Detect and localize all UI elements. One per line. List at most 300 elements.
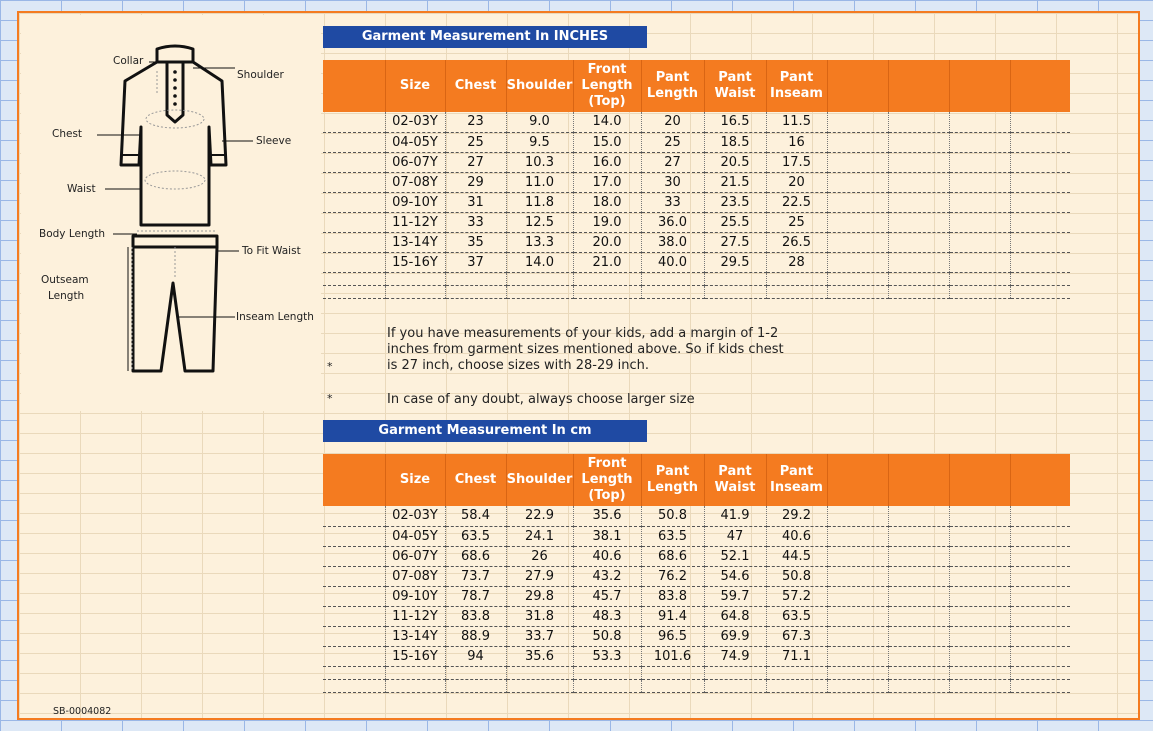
measurement-cell: 11.0: [506, 172, 573, 192]
table-cell-blank: [506, 666, 573, 679]
measurement-cell: 33.7: [506, 626, 573, 646]
table-row: [323, 606, 1070, 626]
size-cell: 13-14Y: [385, 232, 445, 252]
measurement-cell: 27: [445, 152, 506, 172]
measurement-cell: 33: [641, 192, 704, 212]
table-cell-blank: [641, 285, 704, 298]
table-header-row: [323, 60, 1070, 112]
measurement-cell: 74.9: [704, 646, 766, 666]
table-cell-blank: [323, 212, 385, 232]
measurement-cell: 38.0: [641, 232, 704, 252]
measurement-cell: 23: [445, 112, 506, 132]
table-cell-blank: [704, 272, 766, 285]
measurement-cell: 101.6: [641, 646, 704, 666]
table-cell-blank: [949, 192, 1010, 212]
measurement-cell: 50.8: [641, 506, 704, 526]
table-cell-blank: [827, 526, 888, 546]
table-cell-blank: [704, 285, 766, 298]
table-cell-blank: [888, 132, 949, 152]
header-chest: Chest: [445, 454, 506, 506]
measurement-cell: 20: [766, 172, 827, 192]
measurement-cell: 35.6: [506, 646, 573, 666]
measurement-cell: 14.0: [506, 252, 573, 272]
table-cell-blank: [949, 626, 1010, 646]
header-blank: [323, 454, 385, 506]
measurement-cell: 10.3: [506, 152, 573, 172]
header-size: Size: [385, 454, 445, 506]
table-cell-blank: [385, 666, 445, 679]
table-cell-blank: [888, 192, 949, 212]
product-sku: SB-0004082: [53, 706, 112, 717]
table-cell-blank: [827, 112, 888, 132]
table-cell-blank: [641, 666, 704, 679]
measurement-cell: 29: [445, 172, 506, 192]
table-cell-blank: [827, 606, 888, 626]
table-cell-blank: [949, 172, 1010, 192]
table-cell-blank: [323, 566, 385, 586]
table-cell-blank: [766, 272, 827, 285]
measurement-cell: 63.5: [641, 526, 704, 546]
measurement-cell: 15.0: [573, 132, 641, 152]
table-cell-blank: [766, 679, 827, 692]
measurement-cell: 12.5: [506, 212, 573, 232]
table-cell-blank: [949, 132, 1010, 152]
table-cell-blank: [827, 586, 888, 606]
diagram-label-waist: Waist: [67, 183, 96, 195]
measurement-cell: 48.3: [573, 606, 641, 626]
header-pant-length: Pant Length: [641, 454, 704, 506]
table-cell-blank: [949, 112, 1010, 132]
cm-section-title: Garment Measurement In cm: [323, 420, 647, 442]
measurement-cell: 76.2: [641, 566, 704, 586]
table-cell-blank: [385, 272, 445, 285]
measurement-cell: 31.8: [506, 606, 573, 626]
table-row: [323, 232, 1070, 252]
measurement-cell: 20: [641, 112, 704, 132]
table-cell-blank: [949, 646, 1010, 666]
table-cell-blank: [827, 212, 888, 232]
measurement-cell: 21.5: [704, 172, 766, 192]
table-row: [323, 172, 1070, 192]
note-bullet: *: [327, 360, 333, 373]
size-cell: 07-08Y: [385, 566, 445, 586]
header-blank: [827, 454, 888, 506]
table-cell-blank: [766, 285, 827, 298]
table-row: [323, 546, 1070, 566]
table-cell-blank: [506, 679, 573, 692]
table-cell-blank: [506, 272, 573, 285]
table-cell-blank: [949, 212, 1010, 232]
measurement-cell: 9.0: [506, 112, 573, 132]
table-cell-blank: [323, 626, 385, 646]
note-bullet: *: [327, 392, 333, 405]
table-cell-blank: [323, 679, 385, 692]
header-pant-length: Pant Length: [641, 60, 704, 112]
table-row: [323, 112, 1070, 132]
table-row: [323, 626, 1070, 646]
header-blank: [1010, 60, 1070, 112]
sizing-note-line: inches from garment sizes mentioned above. So if kids chest: [387, 342, 784, 357]
measurement-cell: 53.3: [573, 646, 641, 666]
measurement-cell: 35: [445, 232, 506, 252]
table-cell-blank: [949, 506, 1010, 526]
diagram-label-collar: Collar: [113, 55, 144, 67]
table-cell-blank: [827, 272, 888, 285]
measurement-cell: 16: [766, 132, 827, 152]
measurement-cell: 59.7: [704, 586, 766, 606]
table-row: [323, 192, 1070, 212]
table-cell-blank: [888, 679, 949, 692]
table-cell-blank: [888, 252, 949, 272]
cm-size-table: [323, 454, 1070, 693]
table-cell-blank: [704, 679, 766, 692]
table-cell-blank: [827, 666, 888, 679]
header-pant-inseam: Pant Inseam: [766, 454, 827, 506]
table-cell-blank: [573, 272, 641, 285]
table-cell-blank: [323, 192, 385, 212]
measurement-cell: 38.1: [573, 526, 641, 546]
table-cell-blank: [827, 626, 888, 646]
table-row: [323, 586, 1070, 606]
measurement-cell: 91.4: [641, 606, 704, 626]
measurement-cell: 14.0: [573, 112, 641, 132]
measurement-cell: 27.9: [506, 566, 573, 586]
table-cell-blank: [385, 285, 445, 298]
measurement-cell: 41.9: [704, 506, 766, 526]
measurement-cell: 37: [445, 252, 506, 272]
measurement-cell: 25.5: [704, 212, 766, 232]
table-cell-blank: [888, 626, 949, 646]
measurement-cell: 83.8: [445, 606, 506, 626]
table-cell-blank: [573, 666, 641, 679]
measurement-cell: 71.1: [766, 646, 827, 666]
table-cell-blank: [827, 172, 888, 192]
table-cell-blank: [1010, 646, 1070, 666]
measurement-cell: 52.1: [704, 546, 766, 566]
size-cell: 02-03Y: [385, 506, 445, 526]
table-cell-blank: [1010, 679, 1070, 692]
table-row: [323, 152, 1070, 172]
table-cell-blank: [573, 285, 641, 298]
measurement-cell: 63.5: [766, 606, 827, 626]
inches-size-table: [323, 60, 1070, 299]
table-row-empty: [323, 285, 1070, 298]
header-pant-waist: Pant Waist: [704, 60, 766, 112]
diagram-label-to-fit-waist: To Fit Waist: [242, 245, 301, 257]
table-cell-blank: [445, 272, 506, 285]
table-cell-blank: [704, 666, 766, 679]
table-cell-blank: [323, 586, 385, 606]
measurement-cell: 18.0: [573, 192, 641, 212]
table-cell-blank: [827, 132, 888, 152]
header-blank: [323, 60, 385, 112]
measurement-cell: 68.6: [641, 546, 704, 566]
table-row-empty: [323, 666, 1070, 679]
header-shoulder: Shoulder: [506, 454, 573, 506]
size-cell: 15-16Y: [385, 252, 445, 272]
sizing-note-line: is 27 inch, choose sizes with 28-29 inch.: [387, 358, 649, 373]
table-cell-blank: [888, 272, 949, 285]
table-cell-blank: [827, 252, 888, 272]
header-chest: Chest: [445, 60, 506, 112]
header-front-length: Front Length (Top): [573, 60, 641, 112]
measurement-cell: 40.6: [573, 546, 641, 566]
measurement-cell: 50.8: [766, 566, 827, 586]
header-blank: [1010, 454, 1070, 506]
measurement-cell: 26: [506, 546, 573, 566]
table-cell-blank: [1010, 152, 1070, 172]
table-cell-blank: [1010, 112, 1070, 132]
table-cell-blank: [888, 526, 949, 546]
table-cell-blank: [323, 152, 385, 172]
measurement-cell: 18.5: [704, 132, 766, 152]
measurement-cell: 25: [445, 132, 506, 152]
larger-size-note: In case of any doubt, always choose larger size: [387, 392, 695, 407]
table-cell-blank: [323, 546, 385, 566]
table-cell-blank: [323, 285, 385, 298]
header-front-length: Front Length (Top): [573, 454, 641, 506]
measurement-cell: 57.2: [766, 586, 827, 606]
table-cell-blank: [888, 566, 949, 586]
measurement-cell: 25: [766, 212, 827, 232]
table-row: [323, 506, 1070, 526]
measurement-cell: 24.1: [506, 526, 573, 546]
garment-diagram: [21, 15, 321, 411]
table-cell-blank: [1010, 606, 1070, 626]
size-cell: 15-16Y: [385, 646, 445, 666]
measurement-cell: 19.0: [573, 212, 641, 232]
measurement-cell: 33: [445, 212, 506, 232]
measurement-cell: 26.5: [766, 232, 827, 252]
table-cell-blank: [888, 285, 949, 298]
table-cell-blank: [445, 285, 506, 298]
table-row: [323, 132, 1070, 152]
table-cell-blank: [641, 272, 704, 285]
table-cell-blank: [949, 285, 1010, 298]
table-cell-blank: [949, 546, 1010, 566]
header-pant-waist: Pant Waist: [704, 454, 766, 506]
table-cell-blank: [827, 285, 888, 298]
measurement-cell: 88.9: [445, 626, 506, 646]
header-blank: [949, 454, 1010, 506]
measurement-cell: 69.9: [704, 626, 766, 646]
header-size: Size: [385, 60, 445, 112]
header-blank: [827, 60, 888, 112]
table-cell-blank: [949, 152, 1010, 172]
diagram-label-sleeve: Sleeve: [256, 135, 292, 147]
table-cell-blank: [888, 546, 949, 566]
measurement-cell: 11.5: [766, 112, 827, 132]
measurement-cell: 63.5: [445, 526, 506, 546]
table-cell-blank: [573, 679, 641, 692]
table-cell-blank: [1010, 132, 1070, 152]
measurement-cell: 29.8: [506, 586, 573, 606]
measurement-cell: 29.2: [766, 506, 827, 526]
table-row: [323, 646, 1070, 666]
measurement-cell: 78.7: [445, 586, 506, 606]
diagram-label-outseam: Outseam: [41, 274, 89, 286]
size-cell: 13-14Y: [385, 626, 445, 646]
measurement-cell: 11.8: [506, 192, 573, 212]
measurement-cell: 17.5: [766, 152, 827, 172]
table-cell-blank: [323, 506, 385, 526]
measurement-cell: 27.5: [704, 232, 766, 252]
table-cell-blank: [888, 606, 949, 626]
table-cell-blank: [323, 232, 385, 252]
table-cell-blank: [323, 526, 385, 546]
table-row: [323, 212, 1070, 232]
table-row-empty: [323, 679, 1070, 692]
size-cell: 04-05Y: [385, 132, 445, 152]
table-cell-blank: [323, 112, 385, 132]
table-cell-blank: [1010, 212, 1070, 232]
measurement-cell: 22.9: [506, 506, 573, 526]
table-cell-blank: [1010, 586, 1070, 606]
table-cell-blank: [385, 679, 445, 692]
measurement-cell: 96.5: [641, 626, 704, 646]
table-cell-blank: [888, 506, 949, 526]
measurement-cell: 25: [641, 132, 704, 152]
table-row-empty: [323, 272, 1070, 285]
measurement-cell: 30: [641, 172, 704, 192]
table-cell-blank: [949, 232, 1010, 252]
table-cell-blank: [1010, 272, 1070, 285]
measurement-cell: 45.7: [573, 586, 641, 606]
measurement-cell: 20.5: [704, 152, 766, 172]
diagram-label-outseam-length: Length: [48, 290, 85, 302]
header-blank: [888, 60, 949, 112]
table-row: [323, 526, 1070, 546]
table-row: [323, 252, 1070, 272]
diagram-label-shoulder: Shoulder: [237, 69, 284, 81]
table-cell-blank: [766, 666, 827, 679]
table-cell-blank: [1010, 666, 1070, 679]
table-cell-blank: [949, 666, 1010, 679]
measurement-cell: 17.0: [573, 172, 641, 192]
table-cell-blank: [1010, 626, 1070, 646]
measurement-cell: 35.6: [573, 506, 641, 526]
measurement-cell: 13.3: [506, 232, 573, 252]
inches-section-title: Garment Measurement In INCHES: [323, 26, 647, 48]
table-cell-blank: [949, 679, 1010, 692]
header-shoulder: Shoulder: [506, 60, 573, 112]
size-cell: 06-07Y: [385, 546, 445, 566]
table-cell-blank: [827, 546, 888, 566]
size-cell: 07-08Y: [385, 172, 445, 192]
measurement-cell: 22.5: [766, 192, 827, 212]
diagram-label-chest: Chest: [52, 128, 83, 140]
table-cell-blank: [323, 666, 385, 679]
table-cell-blank: [1010, 285, 1070, 298]
measurement-cell: 20.0: [573, 232, 641, 252]
table-cell-blank: [1010, 232, 1070, 252]
sizing-note-line: If you have measurements of your kids, add a margin of 1-2: [387, 326, 779, 341]
table-cell-blank: [323, 132, 385, 152]
table-cell-blank: [323, 606, 385, 626]
measurement-cell: 94: [445, 646, 506, 666]
measurement-cell: 31: [445, 192, 506, 212]
table-cell-blank: [827, 192, 888, 212]
size-cell: 09-10Y: [385, 192, 445, 212]
table-cell-blank: [827, 506, 888, 526]
measurement-cell: 23.5: [704, 192, 766, 212]
table-cell-blank: [445, 679, 506, 692]
table-cell-blank: [888, 586, 949, 606]
size-cell: 11-12Y: [385, 606, 445, 626]
table-cell-blank: [1010, 252, 1070, 272]
size-cell: 02-03Y: [385, 112, 445, 132]
measurement-cell: 29.5: [704, 252, 766, 272]
table-cell-blank: [1010, 546, 1070, 566]
measurement-cell: 73.7: [445, 566, 506, 586]
measurement-cell: 16.0: [573, 152, 641, 172]
size-chart-sheet: [17, 11, 1140, 720]
measurement-cell: 47: [704, 526, 766, 546]
size-cell: 09-10Y: [385, 586, 445, 606]
measurement-cell: 21.0: [573, 252, 641, 272]
table-cell-blank: [949, 526, 1010, 546]
table-cell-blank: [323, 252, 385, 272]
measurement-cell: 54.6: [704, 566, 766, 586]
table-cell-blank: [949, 566, 1010, 586]
table-cell-blank: [323, 172, 385, 192]
table-cell-blank: [1010, 172, 1070, 192]
table-cell-blank: [888, 112, 949, 132]
size-cell: 06-07Y: [385, 152, 445, 172]
measurement-cell: 43.2: [573, 566, 641, 586]
table-cell-blank: [949, 272, 1010, 285]
table-cell-blank: [827, 679, 888, 692]
sizing-note: [387, 326, 784, 374]
table-cell-blank: [1010, 506, 1070, 526]
table-header-row: [323, 454, 1070, 506]
table-cell-blank: [888, 232, 949, 252]
table-cell-blank: [1010, 192, 1070, 212]
table-cell-blank: [888, 172, 949, 192]
header-blank: [888, 454, 949, 506]
measurement-cell: 36.0: [641, 212, 704, 232]
measurement-cell: 68.6: [445, 546, 506, 566]
diagram-label-inseam-length: Inseam Length: [236, 311, 314, 323]
table-cell-blank: [888, 212, 949, 232]
table-cell-blank: [1010, 526, 1070, 546]
measurement-cell: 44.5: [766, 546, 827, 566]
measurement-cell: 9.5: [506, 132, 573, 152]
header-pant-inseam: Pant Inseam: [766, 60, 827, 112]
measurement-cell: 67.3: [766, 626, 827, 646]
table-cell-blank: [323, 272, 385, 285]
measurement-cell: 58.4: [445, 506, 506, 526]
table-cell-blank: [827, 646, 888, 666]
measurement-cell: 28: [766, 252, 827, 272]
table-cell-blank: [827, 232, 888, 252]
measurement-cell: 64.8: [704, 606, 766, 626]
measurement-cell: 40.6: [766, 526, 827, 546]
measurement-cell: 83.8: [641, 586, 704, 606]
table-row: [323, 566, 1070, 586]
table-cell-blank: [949, 606, 1010, 626]
table-cell-blank: [949, 252, 1010, 272]
table-cell-blank: [445, 666, 506, 679]
table-cell-blank: [323, 646, 385, 666]
table-cell-blank: [506, 285, 573, 298]
header-blank: [949, 60, 1010, 112]
measurement-cell: 27: [641, 152, 704, 172]
table-cell-blank: [888, 646, 949, 666]
size-cell: 11-12Y: [385, 212, 445, 232]
size-cell: 04-05Y: [385, 526, 445, 546]
measurement-cell: 40.0: [641, 252, 704, 272]
